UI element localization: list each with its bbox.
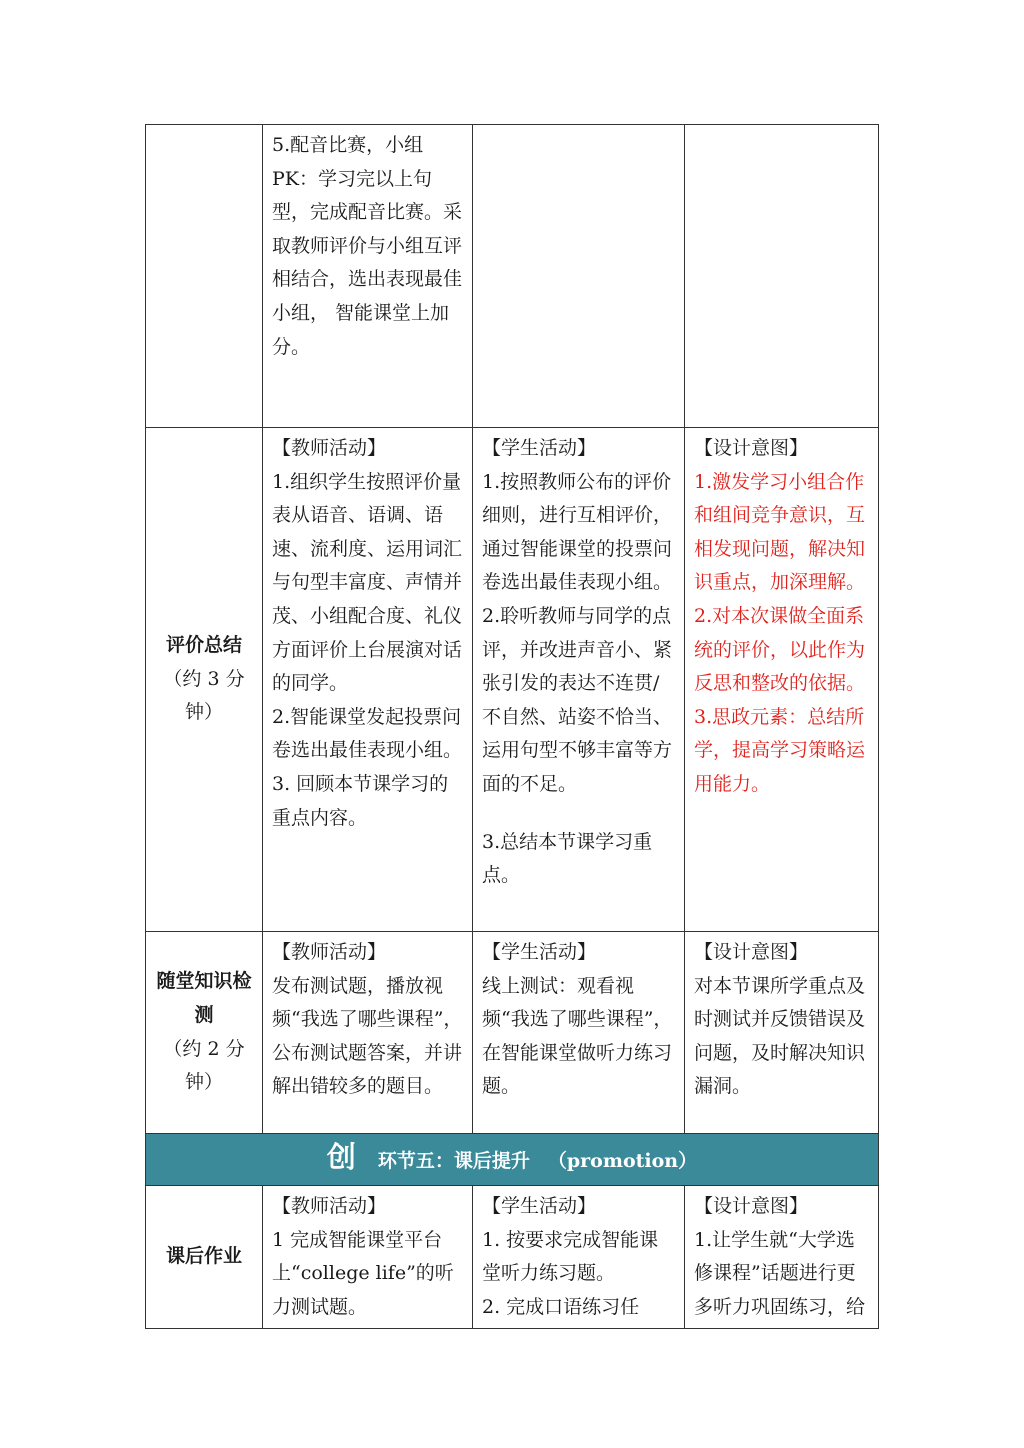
student-activity-cell: [473, 932, 685, 1134]
student-item: 2. 完成口语练习任: [482, 1295, 640, 1318]
teacher-text: 1 完成智能课堂平台上“college life”的听力测试题。: [272, 1228, 454, 1318]
design-text: 对本节课所学重点及时测试并反馈错误及问题，及时解决知识漏洞。: [694, 974, 866, 1098]
design-text: 1.让学生就“大学选修课程”话题进行更多听力巩固练习，给: [694, 1228, 866, 1318]
teacher-item: 2.智能课堂发起投票问卷选出最佳表现小组。: [272, 705, 463, 762]
student-header: 【学生活动】: [482, 437, 597, 459]
stage-duration: （约 2 分钟）: [163, 1037, 245, 1094]
teacher-text: 发布测试题，播放视频“我选了哪些课程”，公布测试题答案，并讲解出错较多的题目。: [272, 974, 463, 1098]
lesson-plan-table: [145, 124, 879, 1329]
teacher-activity-text: 5.配音比赛，小组 PK：学习完以上句型，完成配音比赛。采取教师评价与小组互评相结合，选出表现最佳小组， 智能课堂上加分。: [272, 134, 463, 358]
design-item: 2.对本次课做全面系统的评价，以此作为反思和整改的依据。: [694, 604, 866, 695]
teacher-activity-cell: [263, 428, 473, 932]
student-activity-cell: [473, 125, 685, 428]
table-row-evaluation: [146, 428, 879, 932]
student-item: 3.总结本节课学习重点。: [482, 830, 653, 887]
student-header: 【学生活动】: [482, 941, 597, 963]
design-header: 【设计意图】: [694, 941, 809, 963]
student-item: 2.聆听教师与同学的点评，并改进声音小、紧张引发的表达不连贯/不自然、站姿不恰当、运用句型不够丰富等方面的不足。: [482, 604, 673, 795]
student-item: 1. 按要求完成智能课堂听力练习题。: [482, 1228, 659, 1285]
design-intent-cell: [685, 1186, 879, 1329]
stage-name: 随堂知识检测: [156, 970, 252, 1026]
table-row-quiz: [146, 932, 879, 1134]
table-row-homework: [146, 1186, 879, 1329]
spacer: [482, 802, 676, 826]
teacher-item: 1.组织学生按照评价量表从语音、语调、语速、流利度、运用词汇与句型丰富度、声情并茂、小组配合度、礼仪方面评价上台展演对话的同学。: [272, 470, 463, 695]
teacher-activity-cell: [263, 1186, 473, 1329]
design-header: 【设计意图】: [694, 1195, 809, 1217]
student-text: 线上测试：观看视频“我选了哪些课程”，在智能课堂做听力练习题。: [482, 974, 673, 1098]
banner-subtitle: （promotion）: [547, 1150, 698, 1172]
student-header: 【学生活动】: [482, 1195, 597, 1217]
section-banner: [146, 1134, 879, 1186]
teacher-header: 【教师活动】: [272, 1195, 387, 1217]
design-intent-cell: [685, 932, 879, 1134]
stage-duration: （约 3 分钟）: [163, 667, 245, 724]
teacher-activity-cell: [263, 125, 473, 428]
stage-cell: [146, 932, 263, 1134]
table-row-dubbing: [146, 125, 879, 428]
student-activity-cell: [473, 428, 685, 932]
section-banner-cell: [146, 1134, 879, 1186]
student-activity-cell: [473, 1186, 685, 1329]
design-intent-cell: [685, 428, 879, 932]
design-intent-cell: [685, 125, 879, 428]
stage-cell: [146, 428, 263, 932]
design-header: 【设计意图】: [694, 437, 809, 459]
teacher-header: 【教师活动】: [272, 437, 387, 459]
teacher-activity-cell: [263, 932, 473, 1134]
stage-cell-empty: [146, 125, 263, 428]
teacher-item: 3. 回顾本节课学习的重点内容。: [272, 772, 449, 829]
teacher-header: 【教师活动】: [272, 941, 387, 963]
stage-cell: [146, 1186, 263, 1329]
banner-char: 创: [326, 1140, 356, 1174]
design-item: 3.思政元素：总结所学，提高学习策略运用能力。: [694, 705, 866, 795]
stage-name: 评价总结: [165, 634, 242, 657]
student-item: 1.按照教师公布的评价细则，进行互相评价，通过智能课堂的投票问卷选出最佳表现小组。: [482, 470, 673, 594]
stage-name: 课后作业: [165, 1245, 242, 1268]
design-item: 1.激发学习小组合作和组间竞争意识，互相发现问题，解决知识重点，加深理解。: [694, 470, 866, 594]
banner-title: 环节五：课后提升: [377, 1150, 530, 1172]
